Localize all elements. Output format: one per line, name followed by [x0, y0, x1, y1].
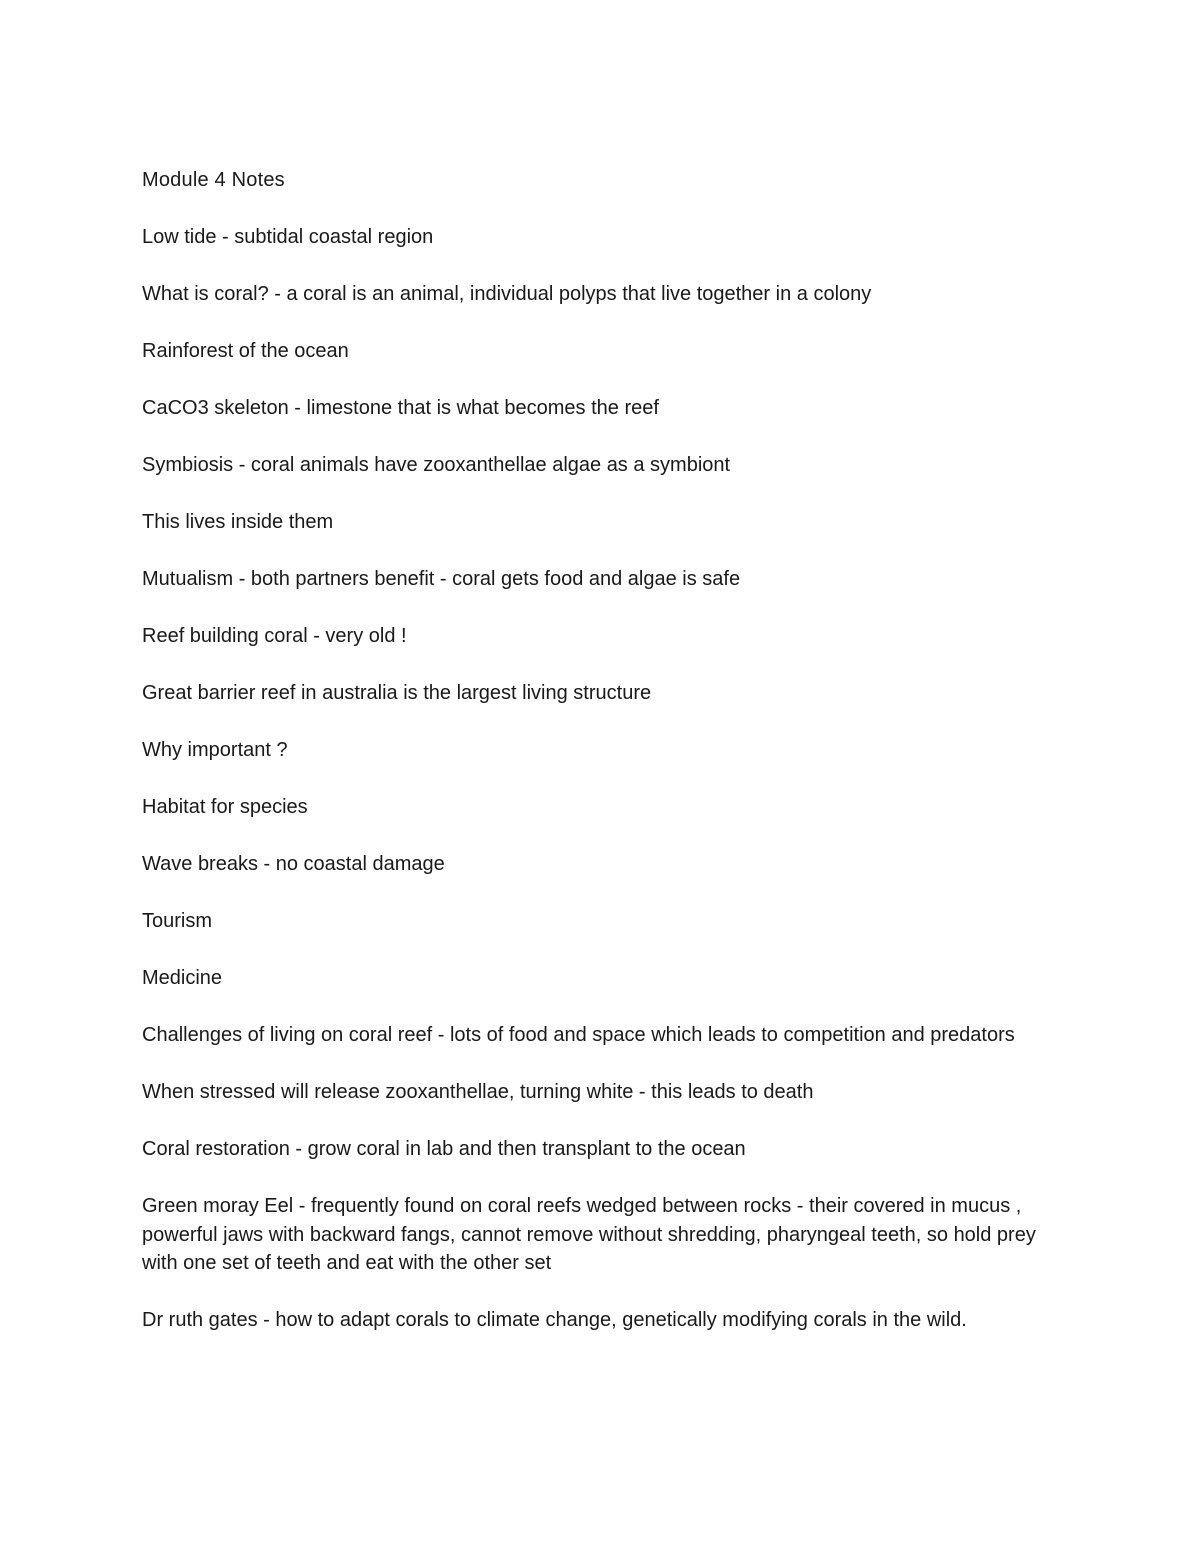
note-paragraph: When stressed will release zooxanthellae, turning white - this leads to death: [142, 1081, 814, 1103]
note-paragraph: Rainforest of the ocean: [142, 340, 349, 362]
document-title: Module 4 Notes: [142, 169, 285, 191]
document-body: [142, 166, 1042, 1363]
note-paragraph: Habitat for species: [142, 796, 308, 818]
note-paragraph: This lives inside them: [142, 511, 334, 533]
note-paragraph: What is coral? - a coral is an animal, individual polyps that live together in a colony: [142, 283, 872, 305]
note-paragraph: Dr ruth gates - how to adapt corals to climate change, genetically modifying corals in the wild.: [142, 1309, 967, 1331]
note-paragraph: Green moray Eel - frequently found on coral reefs wedged between rocks - their covered in mucus , powerful jaws with backward fangs, cannot remove without shredding, pharyngeal teeth, so hold prey with one set of teeth and eat with the other set: [142, 1195, 1036, 1274]
note-paragraph: Low tide - subtidal coastal region: [142, 226, 434, 248]
note-paragraph: Coral restoration - grow coral in lab and then transplant to the ocean: [142, 1138, 746, 1160]
note-paragraph: Challenges of living on coral reef - lots of food and space which leads to competition and predators: [142, 1024, 1015, 1046]
note-paragraph: Wave breaks - no coastal damage: [142, 853, 445, 875]
note-paragraph: Medicine: [142, 967, 223, 989]
note-paragraph: CaCO3 skeleton - limestone that is what becomes the reef: [142, 397, 659, 419]
note-paragraph: Mutualism - both partners benefit - coral gets food and algae is safe: [142, 568, 741, 590]
note-paragraph: Tourism: [142, 910, 213, 932]
note-paragraph: Why important ?: [142, 739, 288, 761]
note-paragraph: Great barrier reef in australia is the largest living structure: [142, 682, 652, 704]
note-paragraph: Symbiosis - coral animals have zooxanthellae algae as a symbiont: [142, 454, 731, 476]
note-paragraph: Reef building coral - very old !: [142, 625, 407, 647]
